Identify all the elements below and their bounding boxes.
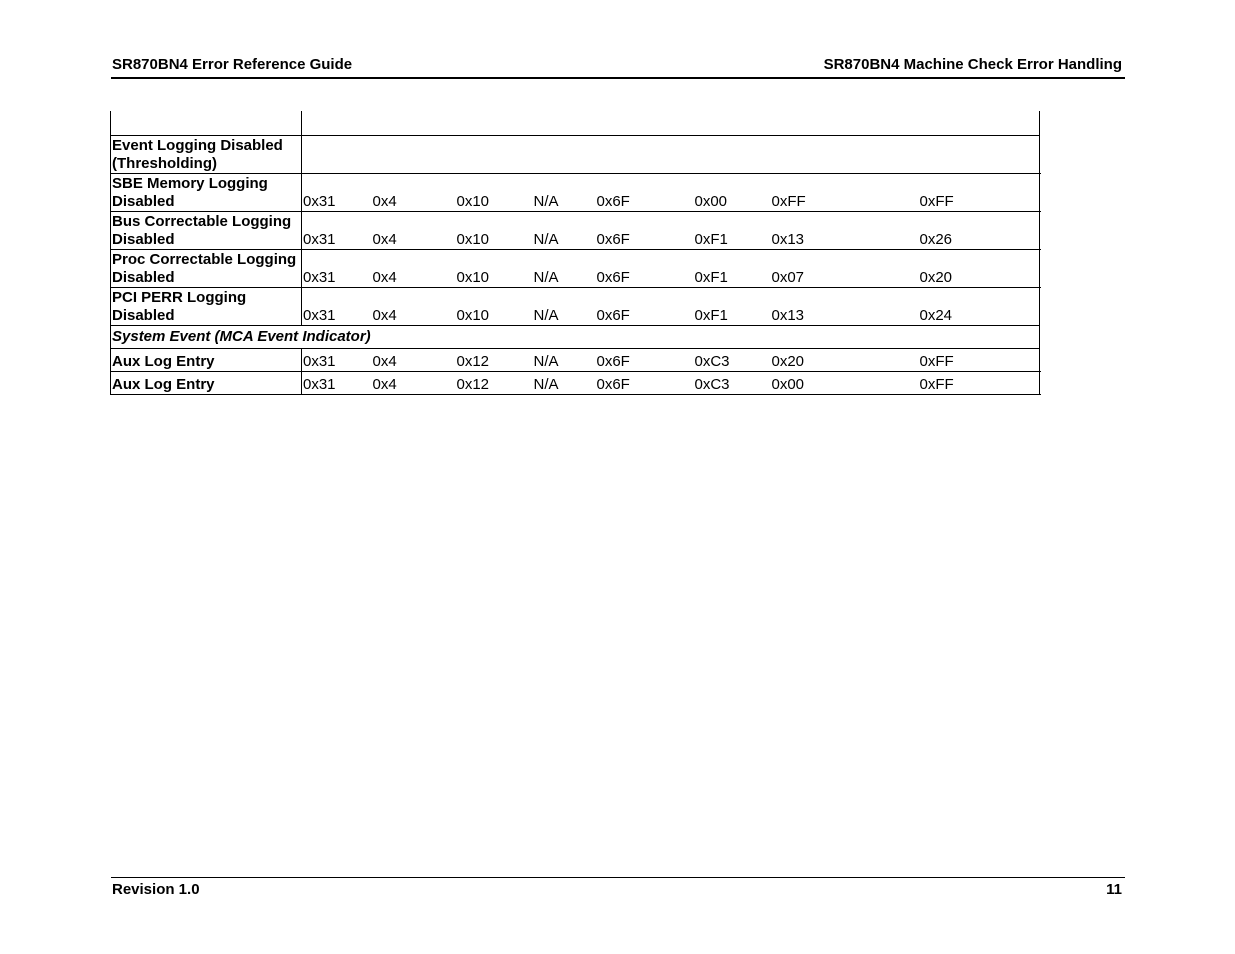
table-cell [596,136,694,174]
table-cell: 0x31 [302,349,372,372]
section-title: SR870BN4 Machine Check Error Handling [823,56,1122,73]
table-cell: 0x4 [372,372,456,395]
page-header [111,55,1125,79]
table-cell: 0x12 [456,349,533,372]
table-cell: 0x6F [596,174,694,212]
row-label: Event Logging Disabled (Thresholding) [111,136,302,174]
table-row-continuation [111,111,1040,136]
table-cell [372,136,456,174]
table-cell: 0x13 [771,212,919,250]
table-cell: N/A [533,349,596,372]
table-cell: 0x24 [919,288,1040,326]
document-title: SR870BN4 Error Reference Guide [112,56,353,73]
revision-label: Revision 1.0 [112,881,200,898]
table-cell: 0x00 [694,174,771,212]
table-cell: 0x31 [302,372,372,395]
table-cell: 0x20 [919,250,1040,288]
table-row [111,174,1040,212]
table-cell: 0x10 [456,174,533,212]
row-label: Aux Log Entry [111,372,302,395]
table-cell: N/A [533,174,596,212]
table-cell [694,136,771,174]
table-cell: 0x6F [596,250,694,288]
table-cell: 0x6F [596,288,694,326]
section-heading: System Event (MCA Event Indicator) [111,326,1040,349]
table-row [111,288,1040,326]
table-cell: N/A [533,212,596,250]
page-footer [111,877,1125,900]
table-row [111,212,1040,250]
table-cell: 0x6F [596,349,694,372]
table-cell: 0x20 [771,349,919,372]
table-cell: 0x10 [456,212,533,250]
table-cell [919,136,1040,174]
table-cell [771,136,919,174]
table-cell: 0x31 [302,212,372,250]
table-cell: N/A [533,372,596,395]
table-cell [302,136,372,174]
error-table-body [111,111,1040,395]
error-table [110,111,1040,395]
row-label: Proc Correctable Logging Disabled [111,250,302,288]
table-cell: 0x00 [771,372,919,395]
row-label: Aux Log Entry [111,349,302,372]
table-cell: 0x4 [372,288,456,326]
table-cell: 0xF1 [694,212,771,250]
table-cell: 0xF1 [694,288,771,326]
table-cell: 0xFF [919,349,1040,372]
table-cell: 0x10 [456,288,533,326]
table-cell: 0xFF [771,174,919,212]
section-row [111,326,1040,349]
table-cell: 0x4 [372,349,456,372]
table-cell: 0x12 [456,372,533,395]
page-number: 11 [1106,881,1122,898]
table-cell: 0xFF [919,372,1040,395]
table-cell: 0x4 [372,212,456,250]
row-label: PCI PERR Logging Disabled [111,288,302,326]
table-cell: N/A [533,288,596,326]
table-cell: N/A [533,250,596,288]
table-cell: 0x31 [302,288,372,326]
table-cell [456,136,533,174]
table-cell: 0x4 [372,174,456,212]
table-row [111,349,1040,372]
table-cell: 0x10 [456,250,533,288]
table-cell [533,136,596,174]
row-label: SBE Memory Logging Disabled [111,174,302,212]
row-label: Bus Correctable Logging Disabled [111,212,302,250]
table-cell: 0x6F [596,212,694,250]
table-cell: 0x31 [302,174,372,212]
table-cell: 0x13 [771,288,919,326]
table-cell: 0xC3 [694,349,771,372]
table-cell: 0x6F [596,372,694,395]
table-row [111,136,1040,174]
table-cell: 0xFF [919,174,1040,212]
table-row [111,250,1040,288]
table-cell: 0x4 [372,250,456,288]
table-cell: 0x26 [919,212,1040,250]
table-cell: 0xC3 [694,372,771,395]
table-cell: 0x31 [302,250,372,288]
table-cell: 0x07 [771,250,919,288]
table-row [111,372,1040,395]
table-cell: 0xF1 [694,250,771,288]
